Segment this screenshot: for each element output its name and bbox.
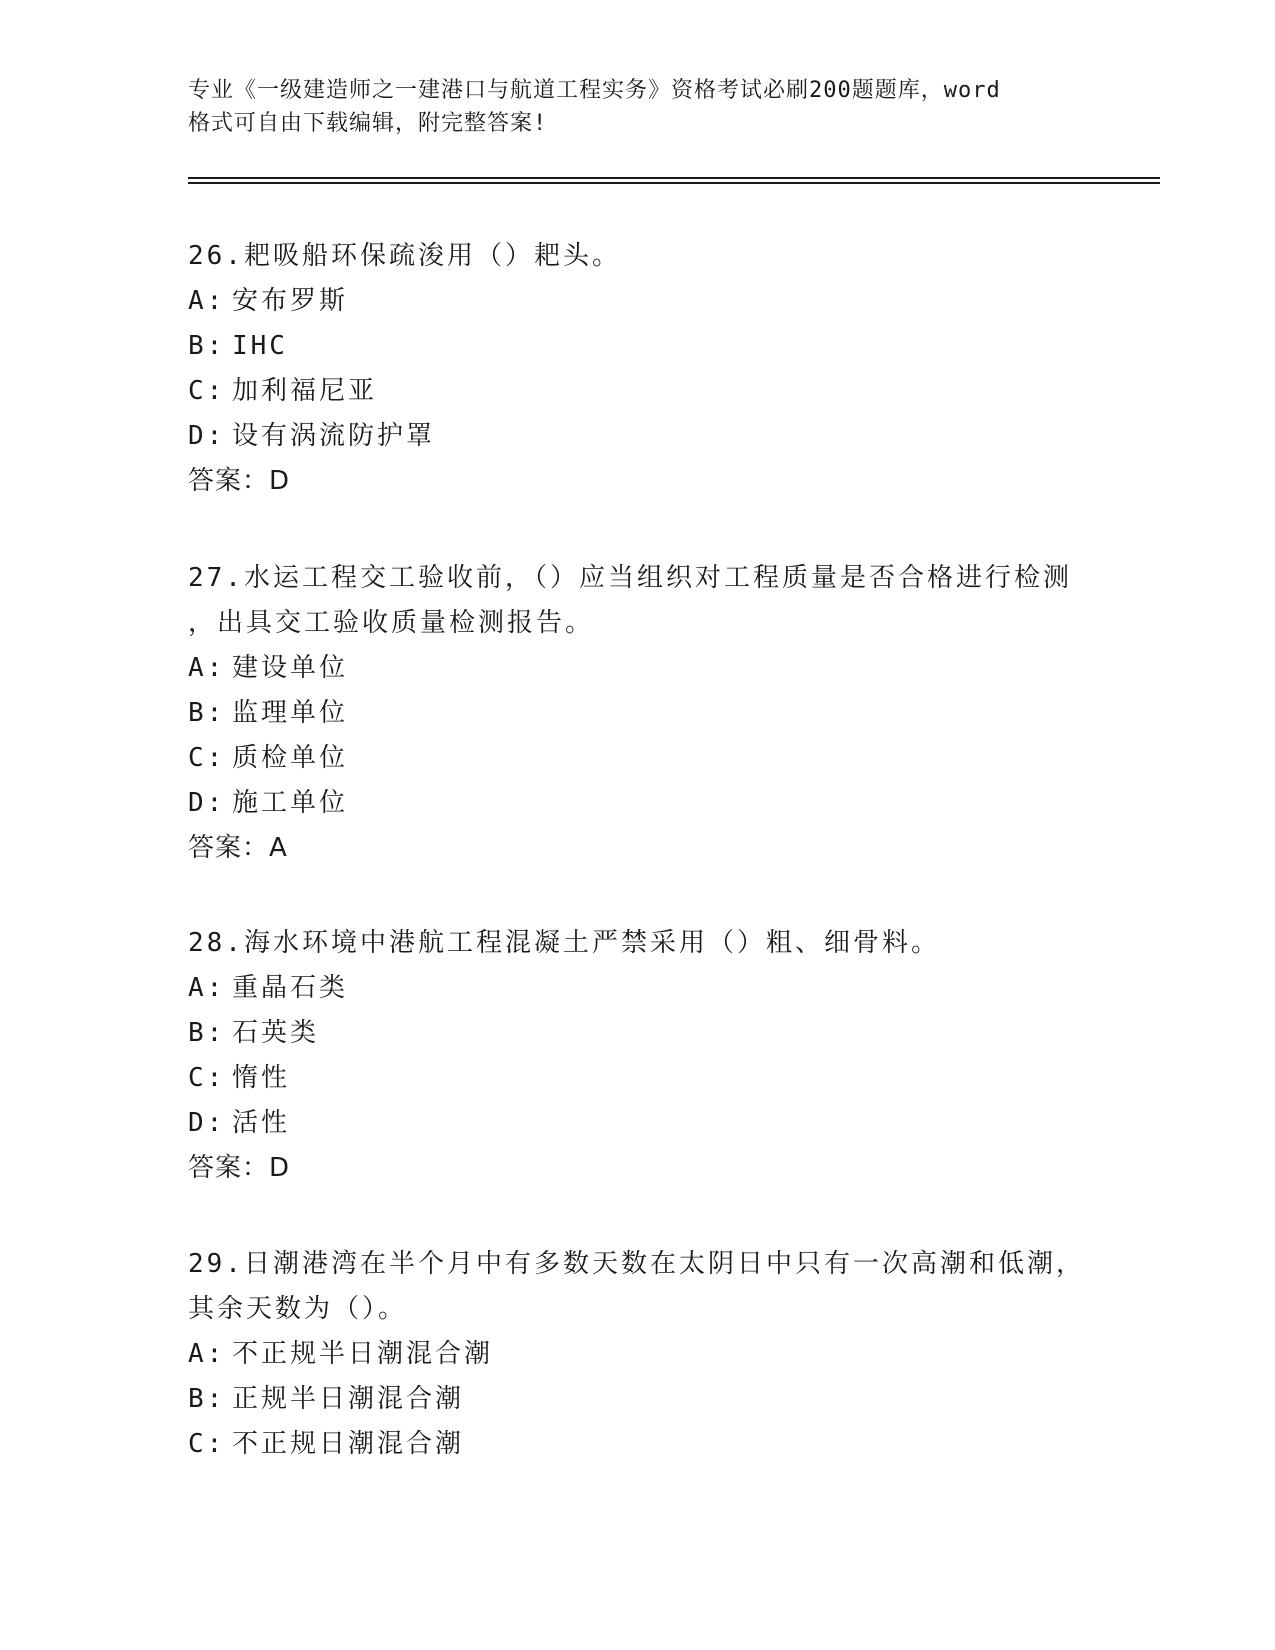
option-letter: D:: [188, 788, 226, 818]
document-header: [188, 74, 1088, 140]
option-letter: B:: [188, 698, 226, 728]
option-letter: D:: [188, 421, 226, 451]
option-text: 质检单位: [232, 743, 349, 773]
option-text: 不正规日潮混合潮: [232, 1429, 465, 1459]
question-27: [188, 556, 1088, 871]
option-a: [188, 966, 1088, 1011]
option-text: 施工单位: [232, 788, 349, 818]
option-c: [188, 369, 1088, 414]
option-text: 石英类: [232, 1018, 320, 1048]
header-line-1: 专业《一级建造师之一建港口与航道工程实务》资格考试必刷200题题库，word: [188, 78, 1001, 103]
header-line-2: 格式可自由下载编辑，附完整答案!: [188, 111, 548, 136]
option-text: 活性: [232, 1108, 291, 1138]
question-stem: 26.耙吸船环保疏浚用（）耙头。: [188, 241, 621, 271]
option-letter: B:: [188, 1018, 226, 1048]
question-26: [188, 234, 1088, 504]
question-stem-line-2: 其余天数为（）。: [188, 1294, 408, 1324]
option-text: 安布罗斯: [232, 286, 349, 316]
option-b: [188, 324, 1088, 369]
option-letter: A:: [188, 653, 226, 683]
question-stem: 28.海水环境中港航工程混凝土严禁采用（）粗、细骨料。: [188, 928, 940, 958]
option-text: 建设单位: [232, 653, 349, 683]
option-a: [188, 1332, 1088, 1377]
option-letter: C:: [188, 743, 226, 773]
option-letter: A:: [188, 286, 226, 316]
option-d: [188, 414, 1088, 459]
option-a: [188, 279, 1088, 324]
question-stem-line-1: 29.日潮港湾在半个月中有多数天数在太阴日中只有一次高潮和低潮，: [188, 1249, 1085, 1279]
option-c: [188, 1056, 1088, 1101]
option-letter: B:: [188, 1384, 226, 1414]
answer: 答案：D: [188, 1153, 291, 1183]
option-letter: A:: [188, 1339, 226, 1369]
question-29: [188, 1242, 1088, 1467]
option-d: [188, 781, 1088, 826]
option-b: [188, 1011, 1088, 1056]
option-b: [188, 1377, 1088, 1422]
option-letter: C:: [188, 1063, 226, 1093]
option-letter: B:: [188, 331, 226, 361]
question-28: [188, 921, 1088, 1191]
option-text: 正规半日潮混合潮: [232, 1384, 465, 1414]
option-a: [188, 646, 1088, 691]
question-stem-line-1: 27.水运工程交工验收前，（）应当组织对工程质量是否合格进行检测: [188, 563, 1072, 593]
answer: 答案：A: [188, 833, 288, 863]
option-text: 监理单位: [232, 698, 349, 728]
option-text: IHC: [232, 331, 288, 361]
header-divider-top: [188, 177, 1160, 179]
answer: 答案：D: [188, 466, 291, 496]
option-c: [188, 1422, 1088, 1467]
option-b: [188, 691, 1088, 736]
option-text: 重晶石类: [232, 973, 349, 1003]
option-letter: C:: [188, 1429, 226, 1459]
option-d: [188, 1101, 1088, 1146]
option-text: 惰性: [232, 1063, 291, 1093]
option-text: 设有涡流防护罩: [232, 421, 436, 451]
option-c: [188, 736, 1088, 781]
option-text: 加利福尼亚: [232, 376, 378, 406]
question-stem-line-2: ，出具交工验收质量检测报告。: [188, 608, 595, 638]
header-divider-bottom: [188, 182, 1160, 184]
option-letter: A:: [188, 973, 226, 1003]
option-text: 不正规半日潮混合潮: [232, 1339, 494, 1369]
option-letter: C:: [188, 376, 226, 406]
option-letter: D:: [188, 1108, 226, 1138]
